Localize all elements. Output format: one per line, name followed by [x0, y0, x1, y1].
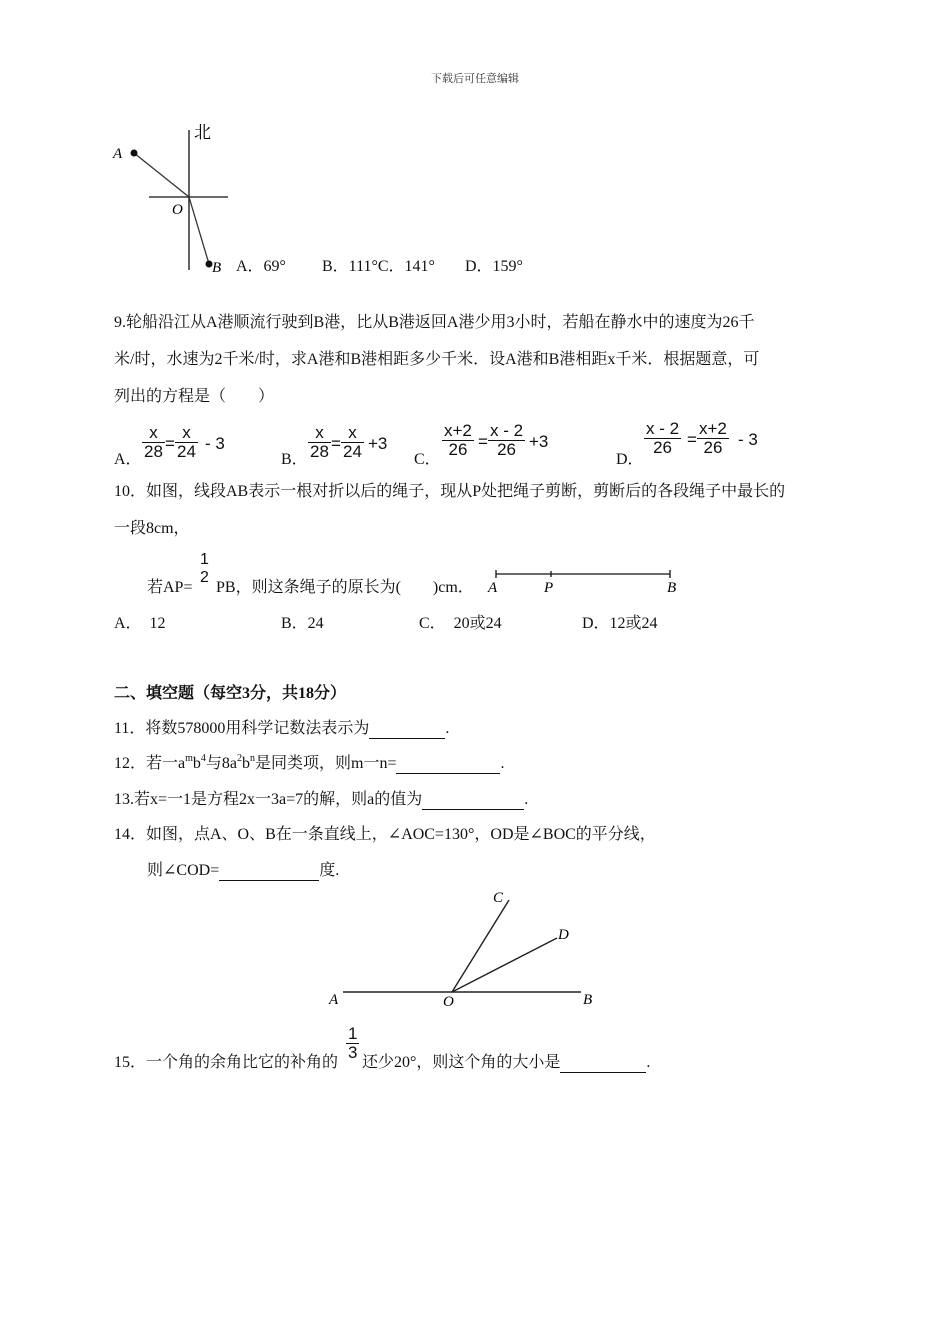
q14-line-2: 则∠COD= 度. [147, 862, 340, 879]
segment-ab-figure [484, 566, 684, 598]
q12-question: 12．若一$a^mb^4$与$8a^2b^n$是同类项，则m一n= . [114, 753, 505, 772]
q10-option-d: D．12或24 [582, 615, 658, 632]
q9-a-equals: = [165, 434, 175, 453]
compass-figure [108, 120, 238, 280]
q9-line-1: 9.轮船沿江从A港顺流行驶到B港，比从B港返回A港少用3小时，若船在静水中的速度为26千 [114, 314, 755, 331]
angle-c-label: C [493, 890, 504, 906]
q15-question-post: 还少20°，则这个角的大小是 . [362, 1054, 651, 1071]
segment-p-label: P [544, 580, 554, 596]
q9-c-equals: = [478, 432, 488, 451]
q9-a-tail: - 3 [205, 434, 225, 453]
q10-option-a: A． 12 [114, 615, 166, 632]
section-2-title: 二、填空题（每空3分，共18分） [114, 685, 347, 702]
q14-answer-blank [219, 864, 319, 881]
q10-condition-post: PB，则这条绳子的原长为( )cm． [216, 579, 474, 596]
q8-option-d: D．159° [465, 258, 523, 275]
point-a-label: A [113, 146, 123, 162]
q9-d-fraction-1: $\frac{x - 2}{26}$ [646, 419, 680, 457]
q9-option-b-label: B． [281, 451, 308, 468]
q9-b-fraction-1: $\frac{x}{28}$ [310, 423, 329, 461]
q15-answer-blank [560, 1056, 646, 1073]
q9-b-equals: = [331, 434, 341, 453]
point-b-label: B [212, 260, 222, 276]
q9-option-c-label: C． [414, 451, 441, 468]
angle-d-label: D [558, 927, 569, 943]
angle-a-label: A [329, 992, 339, 1008]
segment-a-label: A [488, 580, 498, 596]
q9-option-d-label: D． [616, 451, 644, 468]
q11-answer-blank [369, 722, 445, 739]
q8-option-bc: B．111°C．141° [322, 258, 435, 275]
point-o-label: O [172, 202, 183, 218]
q8-option-a: A．69° [236, 258, 286, 275]
page-header: 下载后可任意编辑 [431, 73, 519, 85]
q9-d-fraction-2: $\frac{x+2}{26}$ [699, 419, 727, 457]
q9-option-a-label: A． [114, 451, 142, 468]
q11-question: 11．将数578000用科学记数法表示为 . [114, 720, 450, 737]
angle-b-label: B [583, 992, 593, 1008]
north-label: 北 [194, 123, 211, 142]
q10-option-b: B．24 [281, 615, 324, 632]
q9-c-fraction-1: $\frac{x+2}{26}$ [444, 421, 472, 459]
q9-a-fraction-2: $\frac{x}{24}$ [177, 423, 196, 461]
q10-condition-pre: 若AP= [147, 579, 193, 596]
q9-b-fraction-2: $\frac{x}{24}$ [343, 423, 362, 461]
q9-b-tail: +3 [368, 434, 388, 453]
q9-d-equals: = [687, 430, 697, 449]
q15-question-pre: 15．一个角的余角比它的补角的 [114, 1054, 339, 1071]
q14-line-1: 14．如图，点A、O、B在一条直线上，∠AOC=130°，OD是∠BOC的平分线， [114, 826, 656, 843]
angle-figure [325, 884, 605, 1014]
q15-fraction: $\frac{1}{3}$ [348, 1024, 358, 1062]
segment-b-label: B [667, 580, 677, 596]
q10-line-1: 10．如图，线段AB表示一根对折以后的绳子，现从P处把绳子剪断，剪断后的各段绳子中最长的 [114, 483, 786, 500]
q9-a-fraction-1: $\frac{x}{28}$ [144, 423, 163, 461]
q9-c-fraction-2: $\frac{x - 2}{26}$ [490, 421, 524, 459]
angle-o-label: O [443, 994, 454, 1010]
q10-option-c: C． 20或24 [419, 615, 502, 632]
q9-line-2: 米/时，水速为2千米/时，求A港和B港相距多少千米．设A港和B港相距x千米．根据题意，可 [114, 351, 760, 368]
q10-fraction: 1 2 [200, 551, 209, 586]
q12-answer-blank [396, 757, 500, 774]
q9-d-tail: - 3 [738, 430, 758, 449]
q9-c-tail: +3 [529, 432, 549, 451]
q13-question: 13.若x=一1是方程2x一3a=7的解，则a的值为 . [114, 791, 529, 808]
q10-line-2: 一段8cm， [114, 520, 190, 537]
q13-answer-blank [422, 793, 524, 810]
q9-line-3: 列出的方程是（ ） [114, 388, 275, 405]
